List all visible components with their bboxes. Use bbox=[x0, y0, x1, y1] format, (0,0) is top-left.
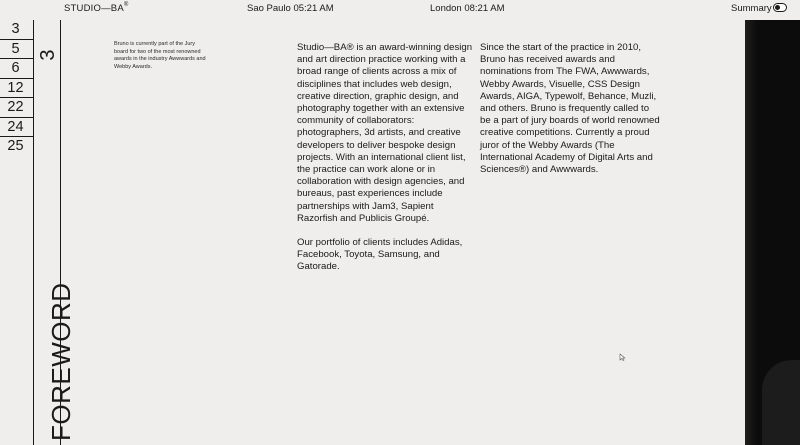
section-index bbox=[0, 20, 34, 445]
about-paragraph: Studio—BA® is an award-winning design and art direction practice working with a broad range of clients across a mix of disciplines that includes web design, creative direction, graphic design, and photography together with an extensive community of collaborators: photographers, 3d artists, and creative developers to deliver bespoke design projects. With an international client list, the practice can work alone or in collaboration with design agencies, and bureaus, past experiences include partnerships with Jam3, Sapient Razorfish and Publicis Groupé. bbox=[297, 42, 473, 224]
summary-toggle[interactable] bbox=[773, 3, 787, 12]
section-index-item[interactable]: 5 bbox=[0, 40, 33, 60]
dark-image-shape bbox=[762, 360, 800, 445]
section-number: 3 bbox=[36, 49, 59, 61]
brand-logo[interactable] bbox=[64, 3, 129, 14]
section-index-item[interactable]: 6 bbox=[0, 59, 33, 79]
clients-paragraph: Our portfolio of clients includes Adidas, Facebook, Toyota, Samsung, and Gatorade. bbox=[297, 237, 463, 273]
summary-label[interactable]: Summary bbox=[731, 3, 772, 14]
section-index-item[interactable]: 22 bbox=[0, 98, 33, 118]
jury-note: Bruno is currently part of the Jury board for two of the most renowned awards in the industry Awwwards and Webby Awards. bbox=[114, 41, 206, 70]
awards-column bbox=[480, 42, 662, 176]
cursor-icon bbox=[618, 353, 626, 361]
top-bar bbox=[0, 0, 800, 18]
about-column bbox=[297, 42, 475, 274]
london-time: London 08:21 AM bbox=[430, 3, 505, 14]
brand-name: STUDIO—BA bbox=[64, 3, 124, 14]
brand-registered-mark: ® bbox=[123, 2, 129, 8]
section-index-item[interactable]: 24 bbox=[0, 118, 33, 138]
section-title: FOREWORD bbox=[46, 282, 76, 441]
section-index-item[interactable]: 12 bbox=[0, 79, 33, 99]
section-index-item[interactable]: 25 bbox=[7, 138, 24, 154]
awards-paragraph: Since the start of the practice in 2010, Bruno has received awards and nominations from The FWA, Awwwards, Webby Awards, Visuelle, CSS Design Awards, AIGA, Typewolf, Behance, Muzli, and others. Bruno is frequently called to be a part of jury boards of world renowned creative competitions. Currently a proud juror of the Webby Awards (The International Academy of Digital Arts and Sciences®) and Awwwards. bbox=[480, 42, 660, 176]
section-index-item[interactable]: 3 bbox=[0, 20, 33, 40]
sao-paulo-time: Sao Paulo 05:21 AM bbox=[247, 3, 334, 14]
